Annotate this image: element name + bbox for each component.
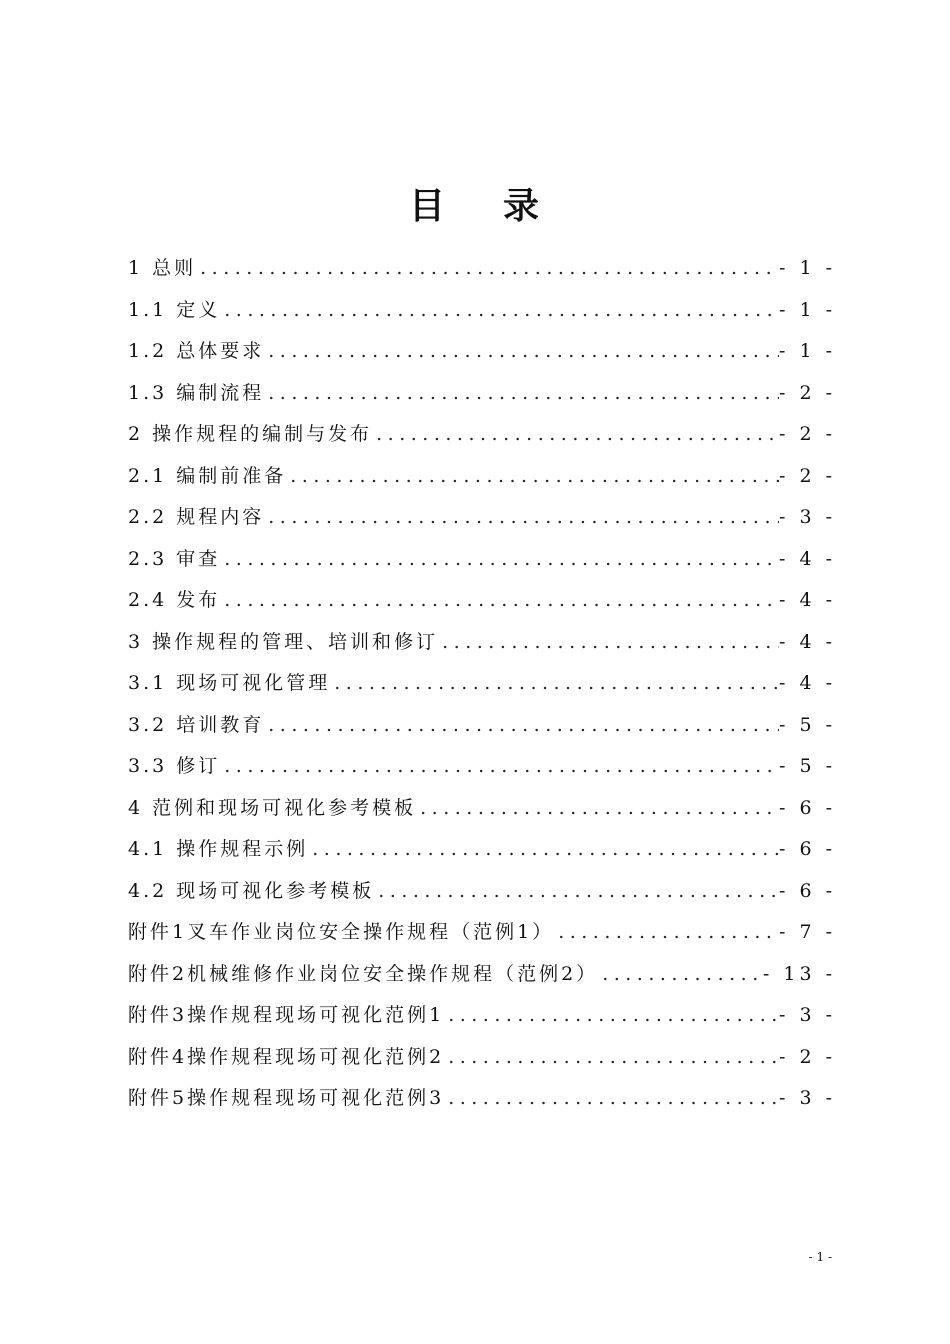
- toc-leader-dots: [286, 456, 779, 498]
- toc-entry[interactable]: [128, 539, 836, 581]
- toc-entry-page: - 13 -: [762, 962, 836, 985]
- toc-leader-dots: [372, 414, 779, 456]
- toc-leader-dots: [444, 995, 779, 1037]
- toc-leader-dots: [264, 497, 779, 539]
- toc-entry-label: 2 操作规程的编制与发布: [128, 423, 373, 445]
- toc-leader-dots: [220, 539, 779, 581]
- toc-entry[interactable]: [128, 912, 836, 954]
- toc-entry-label: 2.4 发布: [128, 589, 221, 611]
- toc-entry-label: 附件1叉车作业岗位安全操作规程（范例1）: [128, 921, 555, 943]
- toc-entry-page: - 1 -: [778, 257, 836, 279]
- toc-entry-page: - 2 -: [778, 423, 836, 445]
- toc-leader-dots: [220, 290, 779, 332]
- toc-entry-page: - 4 -: [778, 589, 836, 611]
- toc-entry-page: - 5 -: [778, 713, 836, 736]
- toc-entry-label: 3 操作规程的管理、培训和修订: [128, 630, 439, 653]
- toc-entry[interactable]: [128, 580, 836, 622]
- toc-entry[interactable]: [128, 788, 836, 830]
- toc-leader-dots: [308, 829, 779, 871]
- toc-leader-dots: [444, 1078, 779, 1120]
- toc-entry-label: 3.1 现场可视化管理: [128, 672, 331, 694]
- toc-entry[interactable]: [128, 497, 836, 539]
- toc-entry-label: 3.2 培训教育: [128, 713, 265, 736]
- toc-entry-page: - 2 -: [778, 464, 836, 487]
- toc-entry-label: 3.3 修订: [128, 755, 221, 777]
- toc-entry-page: - 6 -: [778, 879, 836, 902]
- toc-entry-page: - 4 -: [778, 672, 836, 694]
- toc-entry[interactable]: [128, 995, 836, 1037]
- toc-entry-label: 1.3 编制流程: [128, 381, 265, 404]
- toc-entry[interactable]: [128, 456, 836, 498]
- toc-entry-label: 2.2 规程内容: [128, 506, 265, 528]
- table-of-contents: [128, 248, 836, 1120]
- toc-entry[interactable]: [128, 373, 836, 415]
- toc-entry-page: - 3 -: [778, 1004, 836, 1026]
- toc-entry[interactable]: [128, 1078, 836, 1120]
- toc-leader-dots: [264, 705, 779, 747]
- toc-entry[interactable]: [128, 248, 836, 290]
- toc-entry-page: - 7 -: [778, 921, 836, 943]
- toc-entry-page: - 1 -: [778, 298, 836, 321]
- toc-entry[interactable]: [128, 954, 836, 996]
- toc-entry-label: 2.3 审查: [128, 547, 221, 570]
- toc-entry[interactable]: [128, 829, 836, 871]
- toc-entry-label: 2.1 编制前准备: [128, 464, 287, 487]
- toc-entry[interactable]: [128, 871, 836, 913]
- toc-leader-dots: [444, 1037, 779, 1079]
- toc-entry[interactable]: [128, 1037, 836, 1079]
- toc-leader-dots: [220, 746, 779, 788]
- toc-leader-dots: [330, 663, 779, 705]
- toc-entry-label: 附件2机械维修作业岗位安全操作规程（范例2）: [128, 962, 599, 985]
- toc-entry-label: 1.2 总体要求: [128, 340, 265, 362]
- toc-leader-dots: [264, 331, 779, 373]
- toc-entry[interactable]: [128, 622, 836, 664]
- toc-entry-label: 4.1 操作规程示例: [128, 838, 309, 860]
- toc-entry[interactable]: [128, 705, 836, 747]
- toc-entry-label: 4 范例和现场可视化参考模板: [128, 796, 417, 819]
- toc-entry-label: 1.1 定义: [128, 298, 221, 321]
- title-char-2: 录: [503, 185, 542, 227]
- toc-leader-dots: [598, 954, 763, 996]
- toc-entry[interactable]: [128, 414, 836, 456]
- toc-entry-page: - 2 -: [778, 1045, 836, 1068]
- toc-entry-label: 附件3操作规程现场可视化范例1: [128, 1004, 445, 1026]
- toc-leader-dots: [554, 912, 779, 954]
- toc-leader-dots: [264, 373, 779, 415]
- toc-entry-page: - 6 -: [778, 796, 836, 819]
- toc-entry-page: - 1 -: [778, 340, 836, 362]
- toc-entry[interactable]: [128, 290, 836, 332]
- toc-entry-page: - 2 -: [778, 381, 836, 404]
- toc-entry-page: - 3 -: [778, 1087, 836, 1109]
- toc-leader-dots: [416, 788, 779, 830]
- toc-leader-dots: [220, 580, 779, 622]
- toc-entry[interactable]: [128, 746, 836, 788]
- toc-entry[interactable]: [128, 663, 836, 705]
- title-char-1: 目: [408, 185, 447, 227]
- footer-page-number: - 1 -: [808, 1250, 832, 1264]
- toc-entry-page: - 5 -: [778, 755, 836, 777]
- toc-entry-page: - 6 -: [778, 838, 836, 860]
- toc-entry-label: 附件4操作规程现场可视化范例2: [128, 1045, 445, 1068]
- toc-entry-label: 1 总则: [128, 257, 197, 279]
- toc-leader-dots: [374, 871, 779, 913]
- toc-entry-page: - 4 -: [778, 630, 836, 653]
- page-title: [0, 178, 950, 229]
- toc-entry-label: 4.2 现场可视化参考模板: [128, 879, 375, 902]
- toc-entry[interactable]: [128, 331, 836, 373]
- toc-leader-dots: [438, 622, 779, 664]
- toc-entry-page: - 4 -: [778, 547, 836, 570]
- toc-leader-dots: [196, 248, 779, 290]
- toc-entry-label: 附件5操作规程现场可视化范例3: [128, 1087, 445, 1109]
- toc-entry-page: - 3 -: [778, 506, 836, 528]
